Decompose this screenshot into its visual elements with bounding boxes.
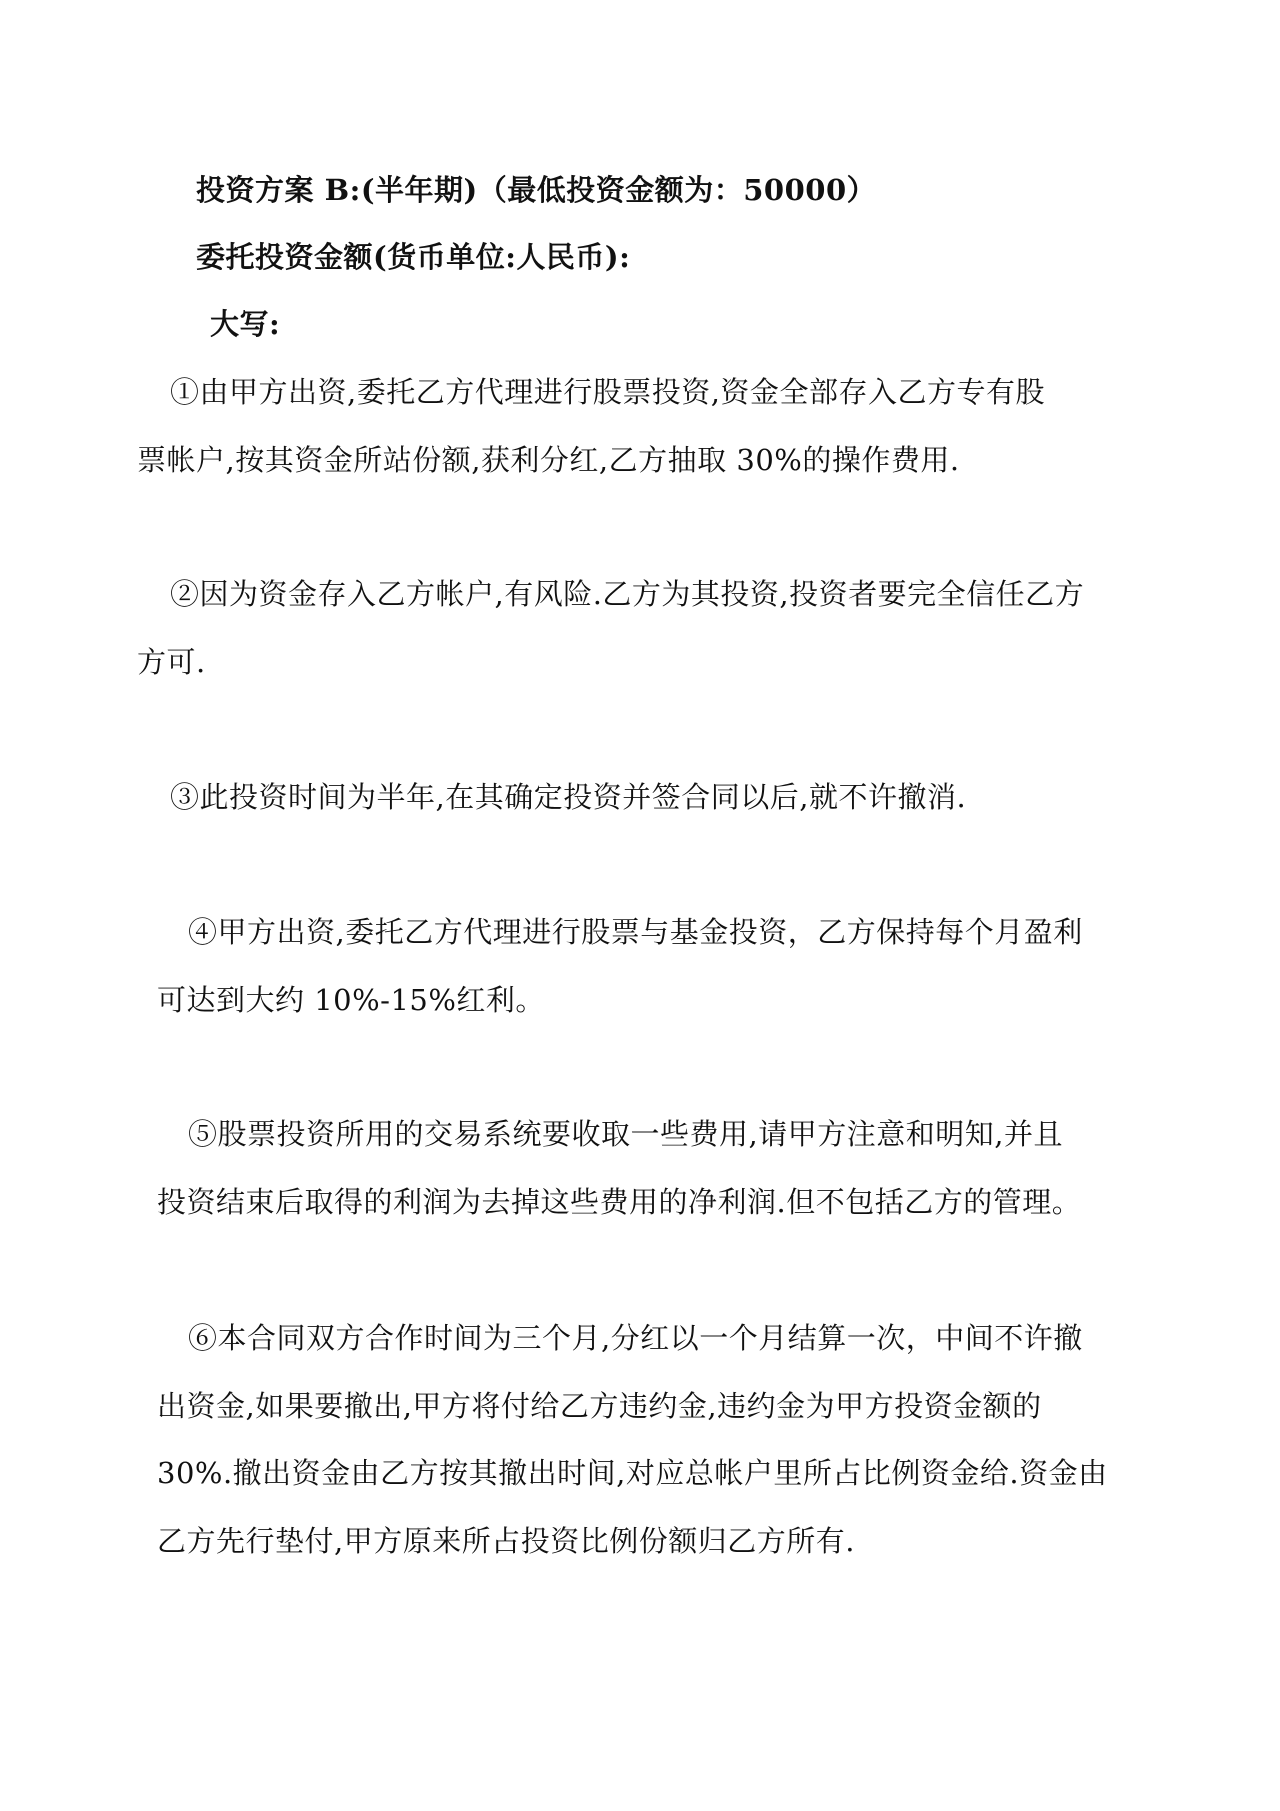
clause-2-line-1: ②因为资金存入乙方帐户,有风险.乙方为其投资,投资者要完全信任乙方 (170, 577, 1085, 611)
clause-1-line-1: ①由甲方出资,委托乙方代理进行股票投资,资金全部存入乙方专有股 (170, 375, 1045, 409)
clause-2-line-2: 方可. (137, 645, 206, 679)
heading-capital: 大写: (210, 307, 281, 341)
clause-6-line-4: 乙方先行垫付,甲方原来所占投资比例份额归乙方所有. (157, 1524, 855, 1558)
clause-6-line-1: ⑥本合同双方合作时间为三个月,分红以一个月结算一次，中间不许撤 (188, 1321, 1083, 1355)
clause-4-line-1: ④甲方出资,委托乙方代理进行股票与基金投资，乙方保持每个月盈利 (188, 915, 1083, 949)
clause-6-line-2: 出资金,如果要撤出,甲方将付给乙方违约金,违约金为甲方投资金额的 (157, 1389, 1042, 1423)
clause-4-line-2: 可达到大约 10%-15%红利。 (157, 983, 545, 1017)
clause-3-line-1: ③此投资时间为半年,在其确定投资并签合同以后,就不许撤消. (170, 780, 967, 814)
clause-6-line-3: 30%.撤出资金由乙方按其撤出时间,对应总帐户里所占比例资金给.资金由 (157, 1456, 1108, 1490)
clause-5-line-2: 投资结束后取得的利润为去掉这些费用的净利润.但不包括乙方的管理。 (157, 1185, 1082, 1219)
clause-5-line-1: ⑤股票投资所用的交易系统要收取一些费用,请甲方注意和明知,并且 (188, 1117, 1063, 1151)
heading-amount: 委托投资金额(货币单位:人民币): (196, 240, 631, 274)
clause-1-line-2: 票帐户,按其资金所站份额,获利分红,乙方抽取 30%的操作费用. (137, 443, 960, 477)
heading-plan: 投资方案 B:(半年期)（最低投资金额为：50000） (196, 173, 877, 207)
